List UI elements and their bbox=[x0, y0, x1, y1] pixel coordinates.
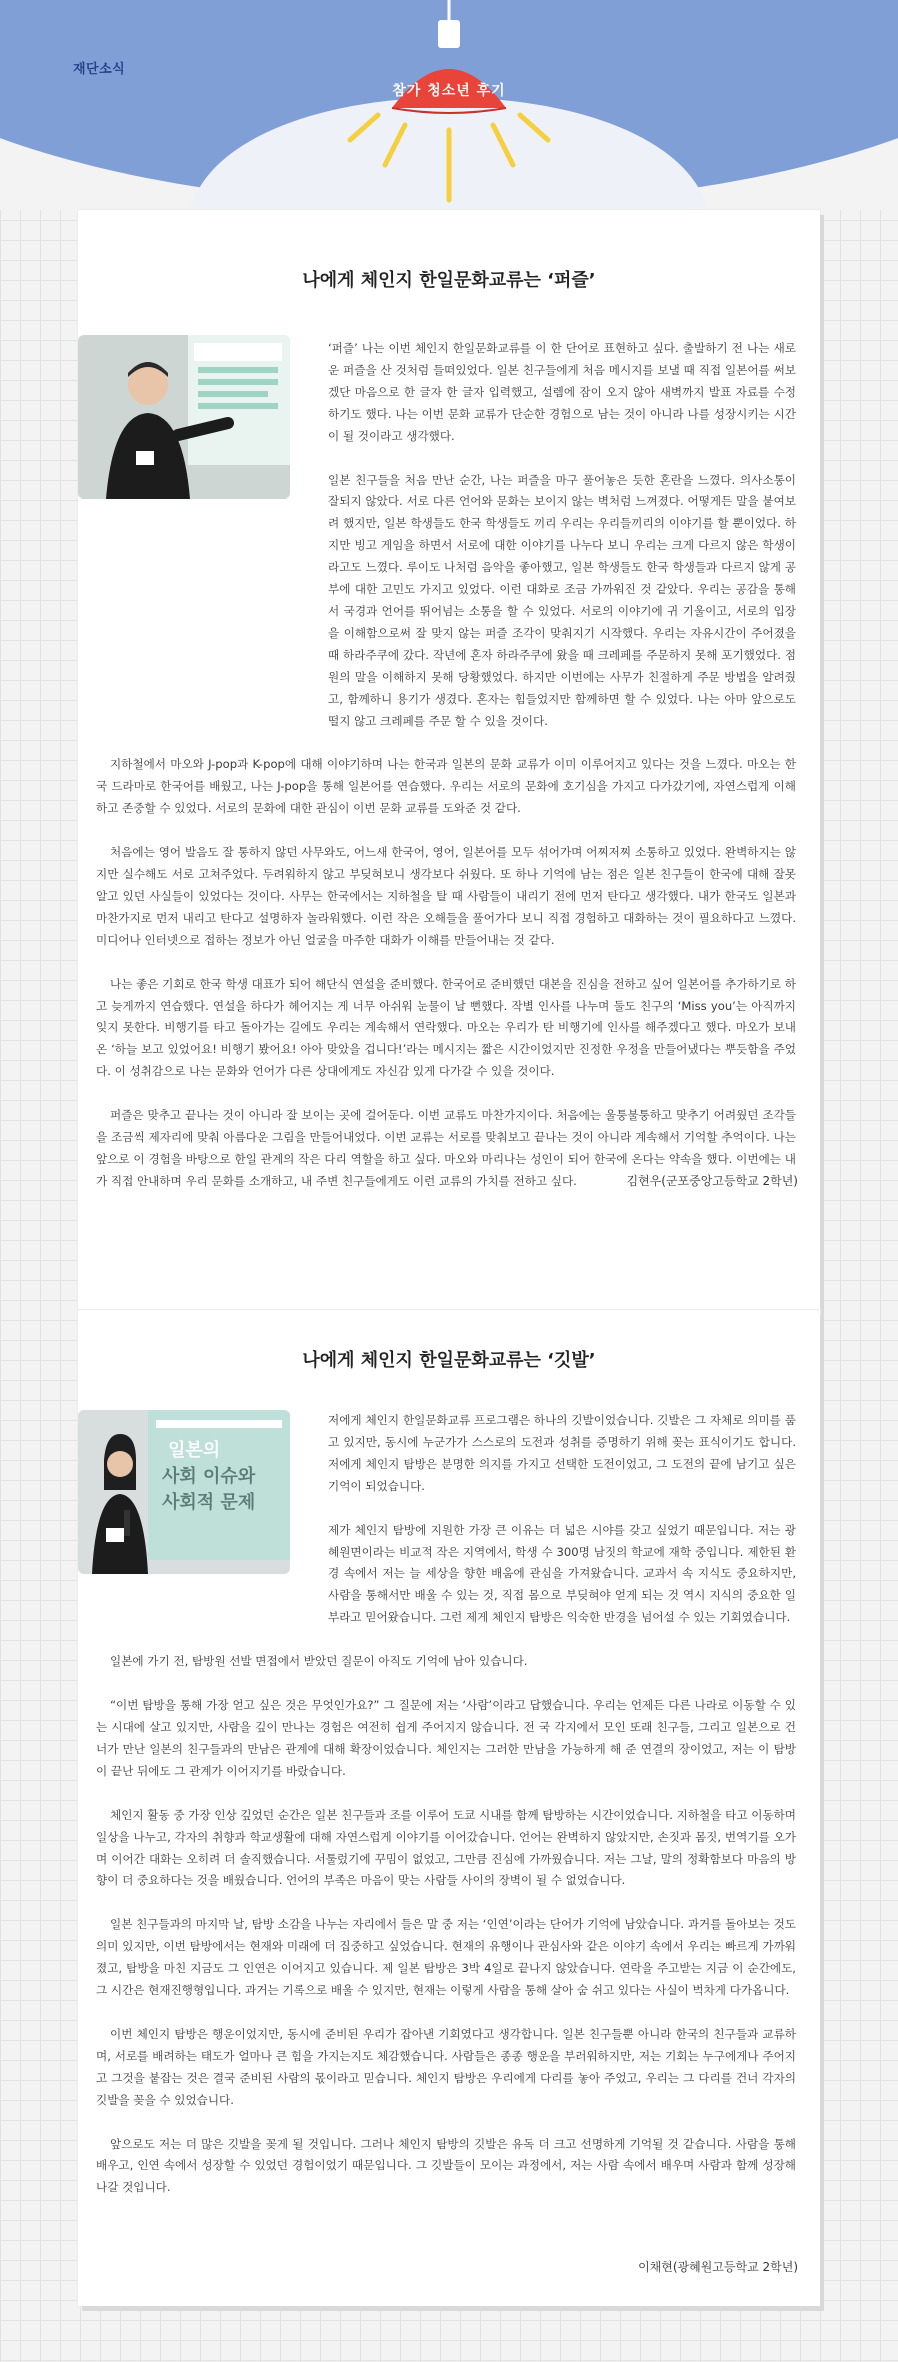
paragraph: 이번 체인지 탐방은 행운이었지만, 동시에 준비된 우리가 잡아낸 기회였다고 생각합니다. 일본 친구들뿐 아니라 한국의 친구들과 교류하며, 서로를 배려하는 태도가 얼마나 큰 힘을 가지는지도 체감했습니다. 사람들은 종종 행운을 부러워하지만, 저는 기회는 누구에게나 주어지고 그것을 붙잡는 것은 결국 준비된 사람의 몫이라고 믿습니다. 체인지 탐방은 우리에게 다리를 놓아 주었고, 우리는 그 다리를 건너 각자의 깃발을 꽂을 수 있었습니다. bbox=[96, 2026, 796, 2107]
header-banner bbox=[0, 0, 898, 210]
byline: 이채현(광혜원고등학교 2학년) bbox=[638, 2260, 798, 2274]
article-title: 나에게 체인지 한일문화교류는 ‘퍼즐’ bbox=[302, 270, 596, 291]
banner-text: 일본의 bbox=[168, 1440, 221, 1461]
paragraph: 저에게 체인지 한일문화교류 프로그램은 하나의 깃발이었습니다. 깃발은 그 자체로 의미를 품고 있지만, 동시에 누군가가 스스로의 도전과 성취를 증명하기 위해 꽂는 표식이기도 합니다. 저에게 체인지 탐방은 분명한 의지를 가지고 선택한 도전이었고, 그 도전의 끝에 남기고 싶은 기억이 되었습니다. bbox=[328, 1413, 796, 1493]
article-card bbox=[78, 1310, 820, 2306]
article-card bbox=[78, 210, 820, 1326]
paragraph: “이번 탐방을 통해 가장 얻고 싶은 것은 무엇인가요?” 그 질문에 저는 ‘사람’이라고 답했습니다. 우리는 언제든 다른 나라로 이동할 수 있는 시대에 살고 있지만, 사람을 깊이 만나는 경험은 여전히 쉽게 주어지지 않습니다. 전 국 각지에서 모인 또래 친구들, 그리고 일본으로 건너가 만난 일본의 친구들과의 만남은 관계에 대해 확장이었습니다. 체인지는 그러한 만남을 가능하게 해 준 연결의 장이었고, 저는 이 탐방이 끝난 뒤에도 그 관계가 이어지기를 바랐습니다. bbox=[96, 1698, 796, 1778]
paragraph: 일본 친구들과의 마지막 날, 탐방 소감을 나누는 자리에서 들은 말 중 저는 ‘인연’이라는 단어가 기억에 남았습니다. 과거를 돌아보는 것도 의미 있지만, 이번 탐방에서는 현재와 미래에 더 집중하고 싶었습니다. 현재의 유행이나 관심사와 같은 이야기 속에서 우리는 빠르게 가까워졌고, 탐방을 마친 지금도 그 인연은 이어지고 있습니다. 제 일본 탐방은 3박 4일로 끝나지 않았습니다. 연락을 주고받는 지금 이 순간에도, 그 시간은 현재진행형입니다. 과거는 기록으로 배울 수 있지만, 현재는 이렇게 사람을 통해 살아 숨 쉬고 있다는 사실이 벅차게 다가옵니다. bbox=[96, 1917, 796, 1998]
paragraph: 일본에 가기 전, 탐방원 선발 면접에서 받았던 질문이 아직도 기억에 남아 있습니다. bbox=[110, 1654, 528, 1669]
lamp-label: 참가 청소년 후기 bbox=[392, 83, 506, 99]
paragraph: 일본 친구들을 처음 만난 순간, 나는 퍼즐을 마구 풀어놓은 듯한 혼란을 느꼈다. 의사소통이 잘되지 않았다. 서로 다른 언어와 문화는 보이지 않는 벽처럼 느껴졌다. 어떻게든 말을 붙여보려 했지만, 일본 학생들도 한국 학생들도 끼리 우리는 우리들끼리의 이야기를 할 뿐이었다. 하지만 빙고 게임을 하면서 서로에 대한 이야기를 나누다 보니 우리는 크게 다르지 않은 학생이라고도 느꼈다. 루이도 나처럼 음악을 좋아했고, 일본 학생들도 한국 학생들과 다르지 않게 공부에 대한 고민도 가지고 있었다. 이런 대화로 조금 가까워진 것 같았다. 우리는 공감을 통해서 국경과 언어를 뛰어넘는 소통을 할 수 있었다. 서로의 이야기에 귀 기울이고, 서로의 입장을 이해함으로써 잘 맞지 않는 퍼즐 조각이 맞춰지기 시작했다. 우리는 자유시간이 주어졌을 때 하라주쿠에 갔다. 작년에 혼자 하라주쿠에 왔을 때 크레페를 주문하지 못해 포기했었다. 점원의 말을 이해하지 못해 당황했었다. 하지만 이번에는 사무가 친절하게 주문 방법을 알려줬고, 함께하니 용기가 생겼다. 혼자는 힘들었지만 함께하면 할 수 있었다. 나는 아마 앞으로도 떨지 않고 크레페를 주문 할 수 있을 것이다. bbox=[328, 472, 796, 728]
paragraph: 퍼즐은 맞추고 끝나는 것이 아니라 잘 보이는 곳에 걸어둔다. 이번 교류도 마찬가지이다. 처음에는 울퉁불퉁하고 맞추기 어려웠던 조각들을 조금씩 제자리에 맞춰 아름다운 그림을 만들어내었다. 이번 교류는 서로를 맞춰보고 끝나는 것이 아니라 계속해서 기억할 추억이다. 나는 앞으로 이 경험을 바탕으로 한일 관계의 작은 다리 역할을 하고 싶다. 마오와 마리나는 성인이 되어 한국에 온다는 약속을 했다. 이번에는 내가 직접 안내하며 우리 문화를 소개하고, 내 주변 친구들에게도 이런 교류의 가치를 전하고 싶다. bbox=[96, 1108, 796, 1188]
article-title: 나에게 체인지 한일문화교류는 ‘깃발’ bbox=[302, 1350, 596, 1371]
article-body bbox=[96, 1410, 796, 2199]
svg-text:사회 이슈와: 사회 이슈와 bbox=[162, 1466, 256, 1487]
paragraph: 처음에는 영어 발음도 잘 통하지 않던 사무와도, 어느새 한국어, 영어, 일본어를 모두 섞어가며 어찌저찌 소통하고 있었다. 완벽하지는 않지만 실수해도 서로 고쳐주었다. 두려워하지 않고 부딪혀보니 생각보다 쉬웠다. 또 하나 기억에 남는 점은 일본 친구들이 한국에 대해 잘못 알고 있던 사실들이 있었다는 것이다. 사무는 한국에서는 지하철을 탈 때 사람들이 내리기 전에 먼저 탄다고 생각했다. 내가 한국도 일본과 마찬가지로 먼저 내리고 탄다고 설명하자 놀라워했다. 이런 작은 오해들을 풀어가다 보니 직접 경험하고 대화하는 것이 필요하다고 느꼈다. 미디어나 인터넷으로 접하는 정보가 아닌 얼굴을 마주한 대화가 이해를 만들어내는 것 같다. bbox=[96, 845, 796, 947]
paragraph: 지하철에서 마오와 J-pop과 K-pop에 대해 이야기하며 나는 한국과 일본의 문화 교류가 이미 이루어지고 있다는 것을 느꼈다. 마오는 한국 드라마로 한국어를 배웠고, 나는 J-pop을 통해 일본어를 연습했다. 우리는 서로의 문화에 호기심을 가지고 다가갔기에, 자연스럽게 이해하고 존중할 수 있었다. 서로의 문화에 대한 관심이 이번 문화 교류를 도와준 것 같다. bbox=[96, 757, 796, 816]
byline: 김현우(군포중앙고등학교 2학년) bbox=[626, 1174, 798, 1188]
paragraph: 제가 체인지 탐방에 지원한 가장 큰 이유는 더 넓은 시야를 갖고 싶었기 때문입니다. 저는 광혜원면이라는 비교적 작은 지역에서, 학생 수 300명 남짓의 학교에 재학 중입니다. 제한된 환경 속에서 저는 늘 세상을 향한 배움에 관심을 가져왔습니다. 교과서 속 지식도 중요하지만, 사람을 통해서만 배울 수 있는 것, 직접 몸으로 부딪혀야 얻게 되는 것 역시 지식의 중요한 일부라고 믿어왔습니다. 그런 제게 체인지 탐방은 익숙한 반경을 넘어설 수 있는 기회였습니다. bbox=[328, 1522, 796, 1625]
paragraph: 나는 좋은 기회로 한국 학생 대표가 되어 해단식 연설을 준비했다. 한국어로 준비했던 대본을 진심을 전하고 싶어 일본어를 추가하기로 하고 늦게까지 연습했다. 연설을 하다가 헤어지는 게 너무 아쉬워 눈물이 날 뻔했다. 작별 인사를 나누며 둘도 친구의 ‘Miss you’는 아직까지 잊지 못한다. 비행기를 타고 돌아가는 길에도 우리는 계속해서 연락했다. 마오는 우리가 탄 비행기에 인사를 해주겠다고 했다. 마오가 보내온 ‘하늘 보고 있었어요! 비행기 봤어요! 아아 맞았을 겁니다!’라는 메시지는 짧은 시간이었지만 진정한 우정을 만들어냈다는 뿌듯함을 주었다. 이 성취감으로 나는 문화와 언어가 다른 상대에게도 자신감 있게 다가갈 수 있을 것이다. bbox=[96, 976, 797, 1079]
paragraph: 체인지 활동 중 가장 인상 깊었던 순간은 일본 친구들과 조를 이루어 도쿄 시내를 함께 탐방하는 시간이었습니다. 지하철을 타고 이동하며 일상을 나누고, 각자의 취향과 학교생활에 대해 자연스럽게 이야기를 이어갔습니다. 언어는 완벽하지 않았지만, 손짓과 몸짓, 번역기를 오가며 이어간 대화는 오히려 더 솔직했습니다. 서툴렀기에 꾸밈이 없었고, 그만큼 진심에 가까웠습니다. 저는 그날, 말의 정확함보다 마음의 방향이 더 중요하다는 것을 배웠습니다. 언어의 부족은 마음이 맞는 사람들 사이의 장벽이 될 수 없었습니다. bbox=[96, 1807, 797, 1888]
section-tag: 재단소식 bbox=[73, 62, 126, 77]
lamp-illustration bbox=[0, 0, 898, 210]
svg-text:사회적 문제: 사회적 문제 bbox=[162, 1492, 256, 1513]
article-body bbox=[96, 338, 796, 1193]
paragraph: 앞으로도 저는 더 많은 깃발을 꽂게 될 것입니다. 그러나 체인지 탐방의 깃발은 유독 더 크고 선명하게 기억될 것 같습니다. 사람을 통해 배우고, 인연 속에서 성장할 수 있었던 경험이었기 때문입니다. 그 깃발들이 모이는 과정에서, 저는 사람 속에서 배우며 사람과 함께 성장해 나갈 것입니다. bbox=[96, 2136, 796, 2195]
paragraph: ‘퍼즐’ 나는 이번 체인지 한일문화교류를 이 한 단어로 표현하고 싶다. 출발하기 전 나는 새로운 퍼즐을 산 것처럼 들떠있었다. 일본 친구들에게 처음 메시지를 보낼 때 직접 일본어를 써보겠단 마음으로 한 글자 한 글자 입력했고, 설렘에 잠이 오지 않아 새벽까지 발표 자료를 수정하기도 했다. 나는 이번 문화 교류가 단순한 경험으로 남는 것이 아니라 나를 성장시키는 시간이 될 것이라고 생각했다. bbox=[328, 341, 796, 443]
